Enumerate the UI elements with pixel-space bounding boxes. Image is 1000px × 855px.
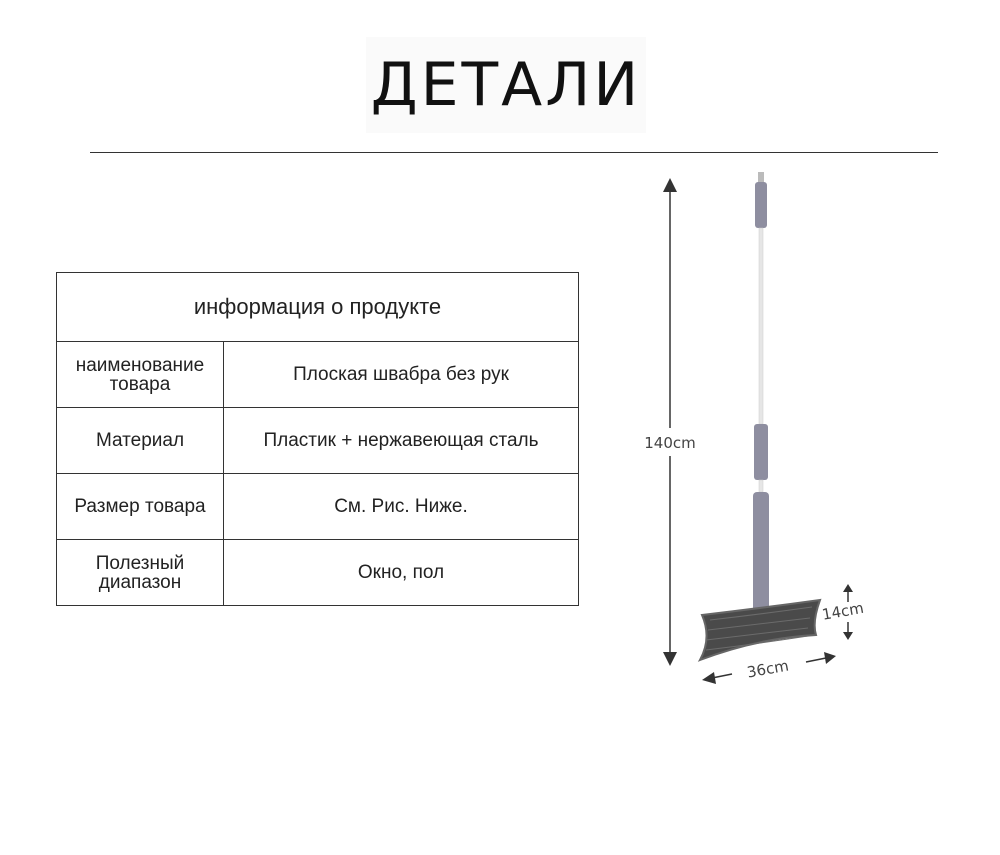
lower-handle <box>753 492 769 612</box>
width-label: 36cm <box>745 656 791 682</box>
arrow-up-icon <box>843 584 853 592</box>
row-value: Плоская швабра без рук <box>224 342 579 408</box>
mop-illustration <box>630 160 1000 740</box>
row-key: Материал <box>57 408 224 474</box>
top-grip <box>755 182 767 228</box>
mop-pad <box>700 600 820 660</box>
height-label: 140cm <box>644 434 696 452</box>
pole-joint <box>759 480 763 492</box>
table-header-row <box>57 273 579 342</box>
mop-dimension-figure <box>630 160 1000 740</box>
page-title: ДЕТАЛИ <box>370 50 642 120</box>
row-value: См. Рис. Ниже. <box>224 474 579 540</box>
row-value: Окно, пол <box>224 540 579 606</box>
row-key: наименование товара <box>57 342 224 408</box>
pole-upper <box>759 228 763 424</box>
row-value: Пластик + нержавеющая сталь <box>224 408 579 474</box>
table-row <box>57 540 579 606</box>
product-info-table <box>56 272 579 606</box>
table-row <box>57 408 579 474</box>
row-key: Размер товара <box>57 474 224 540</box>
table-row <box>57 474 579 540</box>
row-key: Полезный диапазон <box>57 540 224 606</box>
depth-label: 14cm <box>820 598 866 624</box>
middle-grip <box>754 424 768 480</box>
divider <box>90 152 938 153</box>
arrow-up-icon <box>663 178 677 192</box>
table-row <box>57 342 579 408</box>
title-box <box>366 37 646 133</box>
table-header: информация о продукте <box>57 273 579 342</box>
arrow-right-icon <box>824 652 836 664</box>
arrow-down-icon <box>843 632 853 640</box>
arrow-down-icon <box>663 652 677 666</box>
arrow-left-icon <box>702 672 716 684</box>
